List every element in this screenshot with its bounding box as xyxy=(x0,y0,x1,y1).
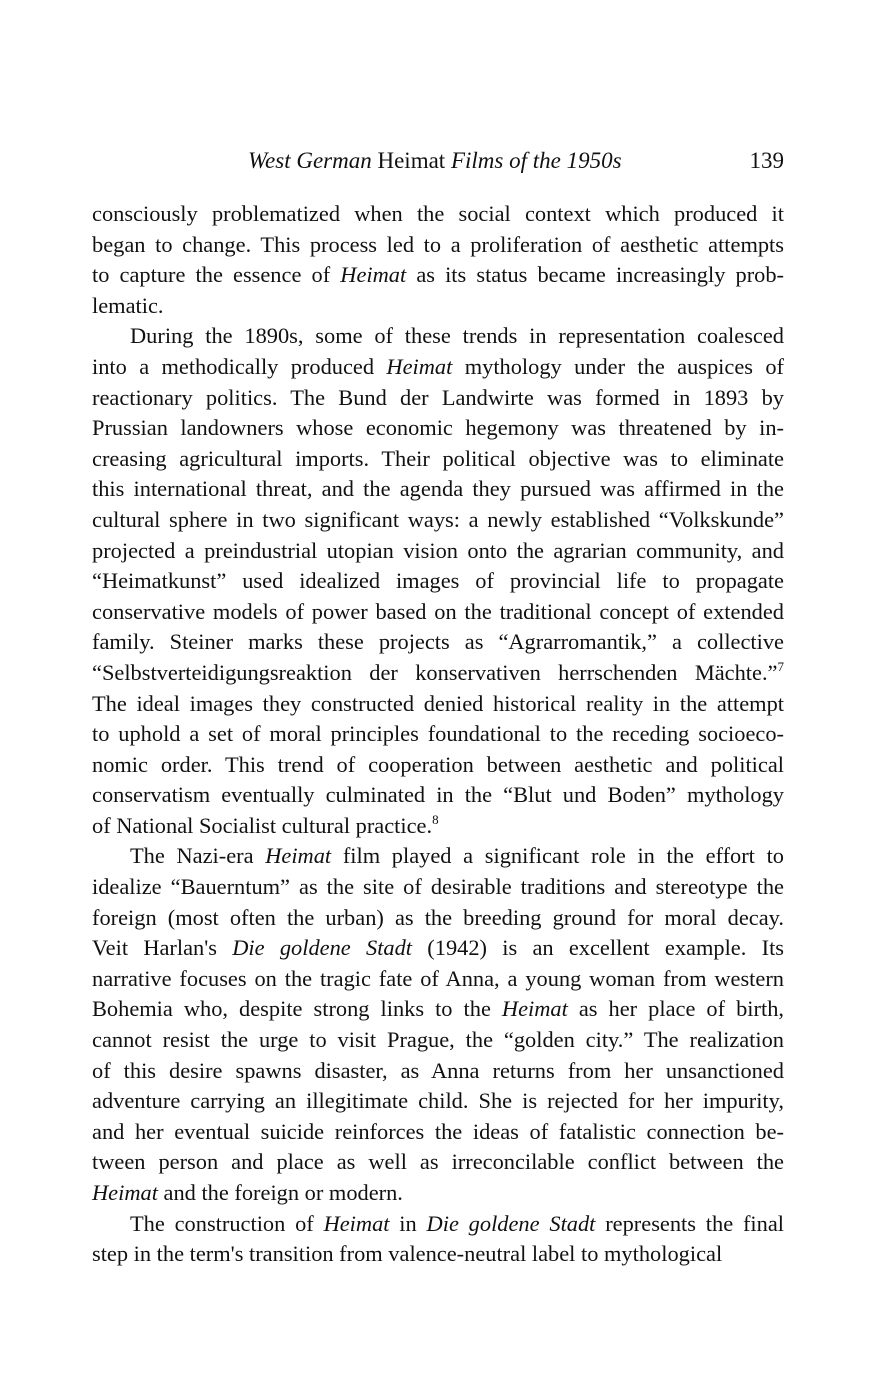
running-title-part3: Films of the 1950s xyxy=(450,148,622,173)
text-line xyxy=(92,1117,784,1148)
text-run: mythology under the auspices of xyxy=(452,353,785,379)
text-run: The ideal images they constructed denied historical reality in the attempt xyxy=(92,690,784,716)
page-number: 139 xyxy=(749,148,784,173)
text-run: began to change. This process led to a proliferation of aesthetic attempts xyxy=(92,231,784,257)
text-line xyxy=(92,627,784,658)
text-run: During the 1890s, some of these trends in representation coalesced xyxy=(130,323,784,349)
text-run: projected a preindustrial utopian vision onto the agrarian community, and xyxy=(92,537,784,563)
text-run: of National Socialist cultural practice. xyxy=(92,812,433,838)
text-run: to capture the essence of xyxy=(92,262,341,288)
text-line xyxy=(92,260,784,291)
italic-term: Die goldene Stadt xyxy=(426,1210,596,1236)
text-line xyxy=(92,230,784,261)
text-run: represents the final xyxy=(595,1210,784,1236)
text-line xyxy=(92,474,784,505)
running-title xyxy=(248,144,622,178)
text-run: foreign (most often the urban) as the breeding ground for moral decay. xyxy=(92,904,784,930)
text-run: nomic order. This trend of cooperation between aesthetic and political xyxy=(92,751,784,777)
text-run: film played a significant role in the effort to xyxy=(331,843,784,869)
italic-term: Heimat xyxy=(386,353,453,379)
italic-term: Heimat xyxy=(265,843,332,869)
text-line xyxy=(92,291,784,322)
footnote-marker: 7 xyxy=(777,658,784,674)
text-line xyxy=(92,413,784,444)
text-run: “Selbstverteidigungsreaktion der konservativen herrschenden Mächte.” xyxy=(92,659,778,685)
text-line xyxy=(92,1209,784,1240)
text-run: into a methodically produced xyxy=(92,353,387,379)
text-line xyxy=(92,811,784,842)
text-run: The construction of xyxy=(130,1210,324,1236)
text-run: as its status became increasingly prob- xyxy=(406,262,785,288)
text-run: tween person and place as well as irreconcilable conflict between the xyxy=(92,1149,784,1175)
text-line xyxy=(92,780,784,811)
italic-term: Heimat xyxy=(501,996,568,1022)
running-title-part1: West German xyxy=(248,148,372,173)
italic-term: Heimat xyxy=(92,1180,158,1205)
text-line xyxy=(92,1178,784,1209)
text-line xyxy=(92,383,784,414)
text-run: as her place of birth, xyxy=(567,996,784,1022)
text-line xyxy=(92,903,784,934)
text-line xyxy=(92,872,784,903)
text-run: idealize “Bauerntum” as the site of desirable traditions and stereotype the xyxy=(92,874,784,900)
text-run: cannot resist the urge to visit Prague, the “golden city.” The realization xyxy=(92,1027,784,1053)
text-run: Bohemia who, despite strong links to the xyxy=(92,996,502,1022)
text-run: (1942) is an excellent example. Its xyxy=(412,935,784,961)
text-run: lematic. xyxy=(92,292,164,318)
text-run: creasing agricultural imports. Their political objective was to eliminate xyxy=(92,445,784,471)
text-line xyxy=(92,1147,784,1178)
text-line xyxy=(92,689,784,720)
text-line xyxy=(92,841,784,872)
text-run: adventure carrying an illegitimate child. She is rejected for her impurity, xyxy=(92,1088,784,1114)
text-line xyxy=(92,719,784,750)
text-line xyxy=(92,1025,784,1056)
text-line xyxy=(92,566,784,597)
text-line xyxy=(92,352,784,383)
text-run: conservatism eventually culminated in the “Blut und Boden” mythology xyxy=(92,782,784,808)
italic-term: Heimat xyxy=(340,262,407,288)
text-run: Prussian landowners whose economic hegemony was threatened by in- xyxy=(92,415,784,441)
text-run: narrative focuses on the tragic fate of Anna, a young woman from western xyxy=(92,965,784,991)
body-text xyxy=(92,199,784,1270)
text-run: step in the term's transition from valence-neutral label to mythological xyxy=(92,1241,723,1267)
text-run: of this desire spawns disaster, as Anna returns from her unsanctioned xyxy=(92,1057,784,1083)
text-line xyxy=(92,964,784,995)
running-title-part2: Heimat xyxy=(371,148,451,173)
text-run: consciously problematized when the social context which produced it xyxy=(92,201,784,226)
text-line xyxy=(92,536,784,567)
text-run: conservative models of power based on the traditional concept of extended xyxy=(92,598,784,624)
text-line xyxy=(92,597,784,628)
text-line xyxy=(92,505,784,536)
text-run: this international threat, and the agenda they pursued was affirmed in the xyxy=(92,476,784,502)
text-line xyxy=(92,1086,784,1117)
text-line xyxy=(92,994,784,1025)
text-line xyxy=(92,444,784,475)
text-line xyxy=(92,658,784,689)
running-head xyxy=(92,144,784,178)
text-run: cultural sphere in two significant ways: a newly established “Volkskunde” xyxy=(92,506,784,532)
text-run: Veit Harlan's xyxy=(92,935,233,961)
text-run: “Heimatkunst” used idealized images of provincial life to propagate xyxy=(92,568,784,594)
text-run: in xyxy=(389,1210,427,1236)
text-run: and her eventual suicide reinforces the ideas of fatalistic connection be- xyxy=(92,1118,784,1144)
text-line xyxy=(92,321,784,352)
footnote-marker: 8 xyxy=(432,811,439,827)
text-line xyxy=(92,199,784,230)
text-line xyxy=(92,750,784,781)
text-run: to uphold a set of moral principles foundational to the receding socioeco- xyxy=(92,721,784,747)
text-run: and the foreign or modern. xyxy=(157,1180,403,1205)
italic-term: Die goldene Stadt xyxy=(232,935,413,961)
text-line xyxy=(92,1239,784,1270)
italic-term: Heimat xyxy=(323,1210,390,1236)
text-line xyxy=(92,933,784,964)
text-line xyxy=(92,1056,784,1087)
text-run: reactionary politics. The Bund der Landwirte was formed in 1893 by xyxy=(92,384,784,410)
text-run: family. Steiner marks these projects as “Agrarromantik,” a collective xyxy=(92,629,784,655)
text-run: The Nazi-era xyxy=(130,843,266,869)
